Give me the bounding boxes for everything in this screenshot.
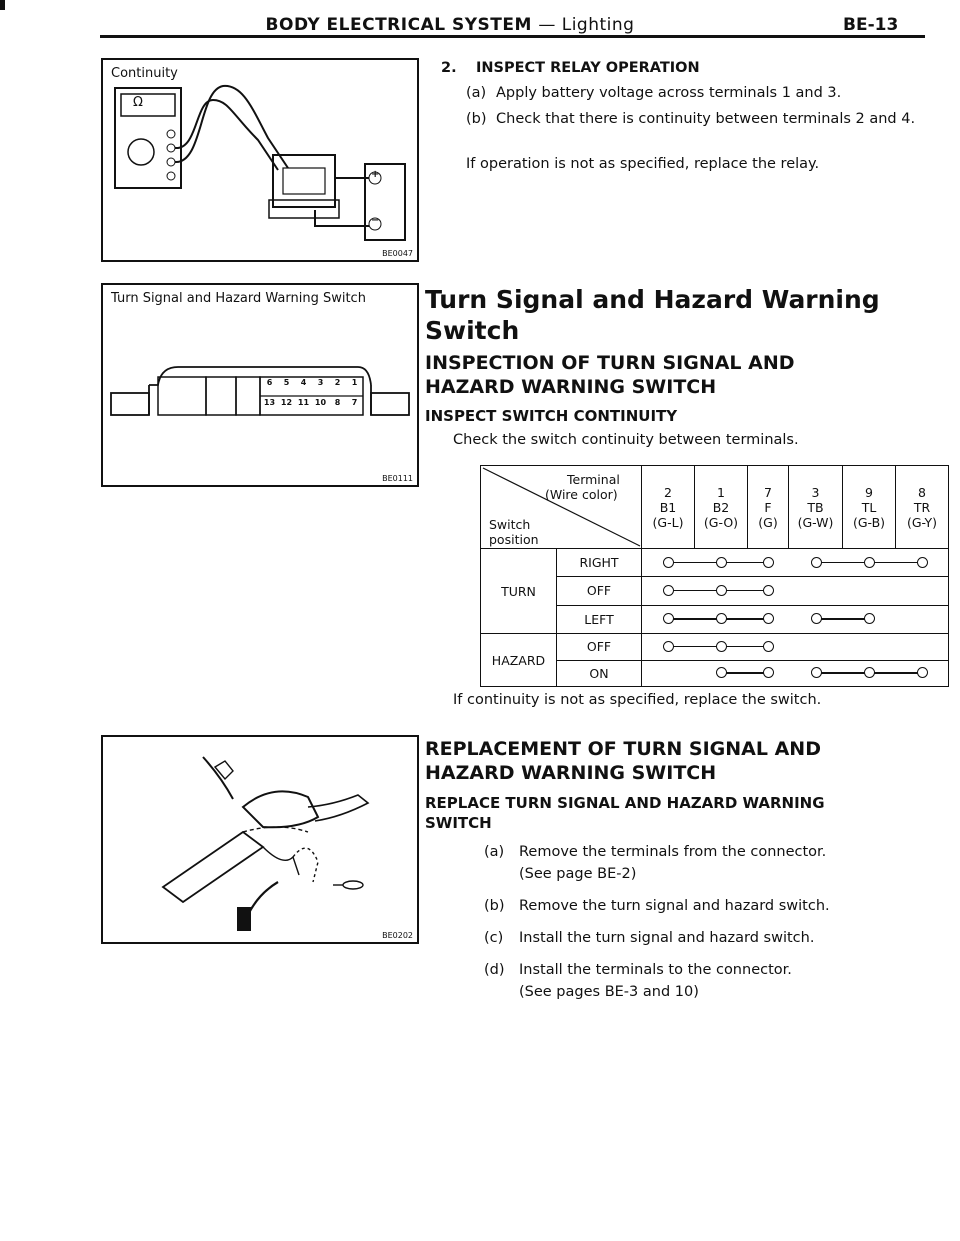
pin-label: 4 (300, 378, 307, 387)
group-label: TURN (481, 549, 557, 634)
continuity-dot (663, 613, 674, 624)
terminal-code: F (764, 499, 772, 515)
continuity-dot (716, 557, 727, 568)
removal-illustration (103, 737, 417, 942)
terminal-code: B2 (712, 499, 730, 515)
table-corner-cell (481, 466, 642, 549)
step-label: (a) (466, 85, 487, 101)
step-text: Install the terminals to the connector. (519, 962, 792, 978)
position-label: ON (557, 660, 642, 687)
terminal-number: 2 (664, 484, 672, 500)
continuity-dot (763, 667, 774, 678)
step-item (484, 895, 924, 917)
continuity-dot (663, 641, 674, 652)
figure-code: BE0047 (382, 249, 413, 258)
continuity-dot (663, 557, 674, 568)
corner-terminal-label: Terminal (567, 472, 620, 487)
continuity-dot (864, 557, 875, 568)
wire-color: (G-Y) (906, 514, 938, 530)
terminal-number: 3 (811, 484, 820, 500)
step-text: Remove the terminals from the connector. (519, 844, 827, 860)
wire-color: (G-W) (797, 514, 834, 530)
step-label: (c) (484, 930, 504, 946)
corner-wire-label: (Wire color) (545, 487, 618, 502)
continuity-dot (811, 667, 822, 678)
pin-label: 3 (317, 378, 324, 387)
continuity-track (642, 635, 948, 659)
replacement-subheading: REPLACE TURN SIGNAL AND HAZARD WARNING SWITCH (425, 794, 825, 832)
continuity-dot (917, 667, 928, 678)
replacement-steps (484, 841, 924, 1003)
terminal-header (642, 466, 695, 549)
pin-label: 10 (314, 398, 327, 407)
wire-color: (G-L) (652, 514, 684, 530)
step-text: Remove the turn signal and hazard switch. (519, 898, 830, 914)
continuity-dot (716, 641, 727, 652)
continuity-track (642, 661, 948, 685)
top-pin-row (261, 378, 363, 387)
step-label: (d) (484, 962, 505, 978)
inspection-heading: INSPECTION OF TURN SIGNAL AND HAZARD WARNING SWITCH (425, 352, 795, 398)
table-row (481, 634, 949, 661)
pin-label: 12 (280, 398, 293, 407)
step-text: Apply battery voltage across terminals 1 and 3. (496, 85, 842, 101)
relay-steps (466, 82, 936, 130)
terminal-code: TL (861, 499, 877, 515)
terminal-header (843, 466, 896, 549)
corner-switch-label: Switch (489, 517, 531, 532)
step-label: (b) (484, 898, 505, 914)
continuity-dot (716, 585, 727, 596)
replacement-heading: REPLACEMENT OF TURN SIGNAL AND HAZARD WARNING SWITCH (425, 738, 821, 784)
step-item (466, 108, 936, 130)
terminal-code: B1 (659, 499, 677, 515)
step-item (466, 82, 936, 104)
relay-figure (101, 58, 419, 262)
relay-heading: INSPECT RELAY OPERATION (476, 60, 700, 76)
header-rule (100, 35, 925, 38)
continuity-track (642, 551, 948, 575)
step-item (484, 927, 924, 949)
pin-label: 7 (351, 398, 358, 407)
step-ref: (See page BE-2) (519, 866, 637, 882)
continuity-dot (811, 557, 822, 568)
pin-label: 1 (351, 378, 358, 387)
step-label: (a) (484, 844, 505, 860)
terminal-number: 1 (717, 484, 725, 500)
relay-step-number: 2. (441, 60, 457, 76)
terminal-code: TR (913, 499, 931, 515)
continuity-line (816, 618, 870, 619)
switch-note: If continuity is not as specified, replace the switch. (453, 692, 822, 708)
continuity-dot (763, 557, 774, 568)
group-label: HAZARD (481, 634, 557, 687)
continuity-table (480, 465, 949, 687)
position-label: OFF (557, 634, 642, 661)
pin-label: 6 (266, 378, 273, 387)
page-edge-mark (0, 0, 5, 10)
table-row (481, 549, 949, 577)
battery-positive-icon: + (371, 169, 380, 180)
step-label: (b) (466, 111, 487, 127)
terminal-number: 8 (918, 484, 926, 500)
continuity-dot (716, 613, 727, 624)
ohm-icon: Ω (133, 95, 143, 110)
page-header-title (150, 15, 750, 35)
continuity-cell (642, 577, 949, 605)
connector-illustration (103, 285, 417, 485)
step-ref: (See pages BE-3 and 10) (519, 984, 699, 1000)
switch-removal-figure (101, 735, 419, 944)
pin-label: 13 (263, 398, 276, 407)
terminal-number: 9 (865, 484, 873, 500)
continuity-dot (864, 667, 875, 678)
section-subtitle: — Lighting (538, 15, 635, 35)
figure-title: Turn Signal and Hazard Warning Switch (111, 291, 366, 306)
position-label: OFF (557, 577, 642, 605)
continuity-dot (763, 641, 774, 652)
pin-label: 8 (334, 398, 341, 407)
bottom-pin-row (261, 398, 363, 407)
continuity-cell (642, 660, 949, 687)
section-title: BODY ELECTRICAL SYSTEM (265, 15, 532, 35)
continuity-dot (763, 613, 774, 624)
figure-code: BE0111 (382, 474, 413, 483)
continuity-table-wrap (480, 465, 949, 687)
step-item (484, 959, 924, 1003)
pin-label: 2 (334, 378, 341, 387)
page-number: BE-13 (843, 15, 899, 35)
continuity-track (642, 607, 948, 631)
continuity-dot (763, 585, 774, 596)
switch-section-title: Turn Signal and Hazard Warning Switch (425, 285, 880, 345)
continuity-dot (917, 557, 928, 568)
terminal-header (789, 466, 843, 549)
continuity-line (722, 672, 769, 673)
continuity-dot (716, 667, 727, 678)
step-item (484, 841, 924, 885)
step-text: Check that there is continuity between terminals 2 and 4. (496, 111, 916, 127)
terminal-header (695, 466, 748, 549)
continuity-dot (811, 613, 822, 624)
continuity-cell (642, 549, 949, 577)
step-text: Install the turn signal and hazard switch. (519, 930, 815, 946)
continuity-cell (642, 605, 949, 633)
position-label: RIGHT (557, 549, 642, 577)
relay-note: If operation is not as specified, replace the relay. (466, 156, 820, 172)
terminal-header (748, 466, 789, 549)
continuity-cell (642, 634, 949, 661)
position-label: LEFT (557, 605, 642, 633)
continuity-dot (864, 613, 875, 624)
relay-illustration (103, 60, 417, 260)
continuity-track (642, 579, 948, 603)
terminal-code: TB (807, 499, 824, 515)
continuity-instruction: Check the switch continuity between terminals. (453, 432, 799, 448)
switch-connector-figure (101, 283, 419, 487)
wire-color: (G-O) (703, 514, 739, 530)
wire-color: (G-B) (852, 514, 886, 530)
wire-color: (G) (758, 514, 778, 530)
continuity-subheading: INSPECT SWITCH CONTINUITY (425, 407, 678, 425)
corner-position-label: position (489, 532, 539, 547)
figure-label: Continuity (111, 66, 178, 81)
terminal-number: 7 (764, 484, 772, 500)
continuity-dot (663, 585, 674, 596)
figure-code: BE0202 (382, 931, 413, 940)
battery-negative-icon: − (371, 215, 380, 226)
table-header-row (481, 466, 949, 549)
pin-label: 5 (283, 378, 290, 387)
pin-label: 11 (297, 398, 310, 407)
terminal-header (896, 466, 949, 549)
